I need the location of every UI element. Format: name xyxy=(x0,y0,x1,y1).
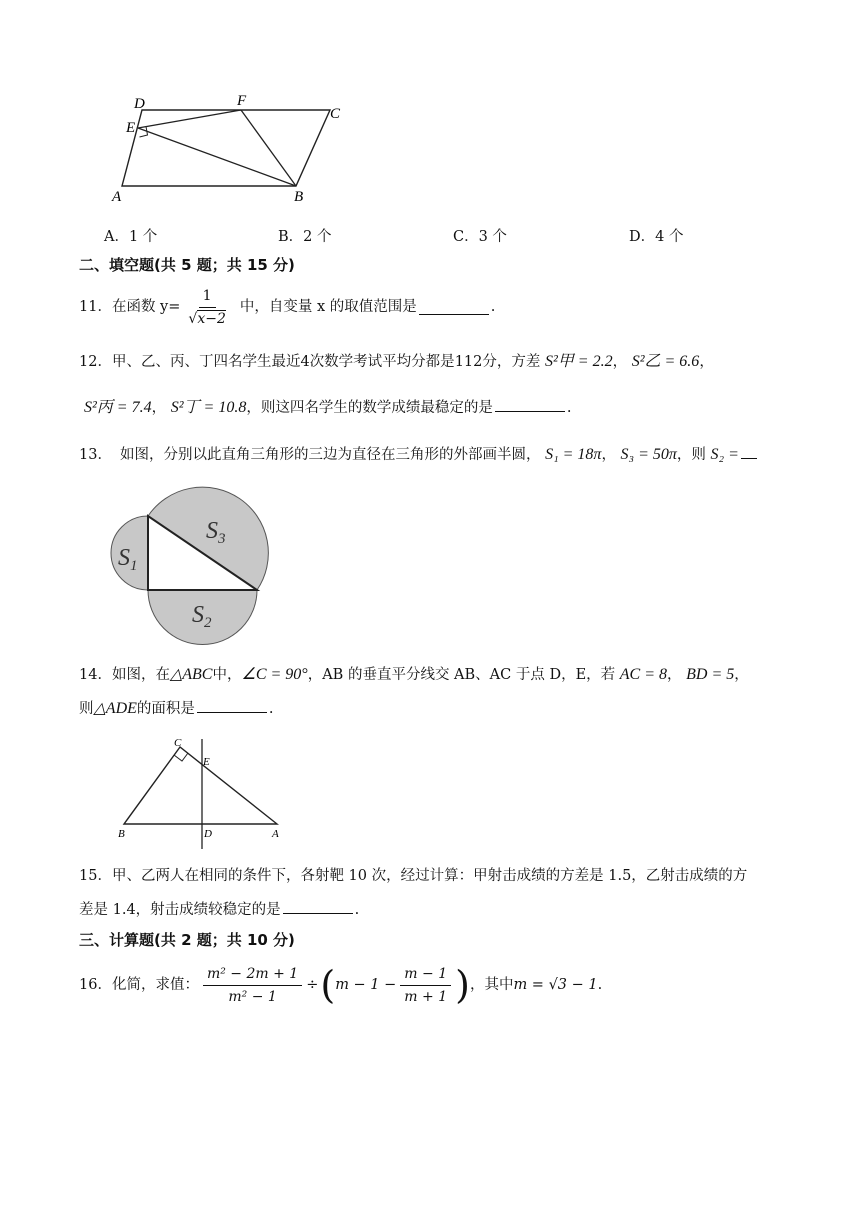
q16-post: ，其中 xyxy=(469,977,514,993)
section-3-title: 三、计算题(共 2 题；共 10 分) xyxy=(79,931,295,949)
q16-fraction-2 xyxy=(400,964,451,1007)
q12-line1-mid: 次数学考试平均分都是 xyxy=(309,354,455,370)
q14-line2-pre: 则 xyxy=(79,701,94,717)
q14-triangle-ade: △ADE xyxy=(93,700,137,717)
q12-var-yi: S²乙 = 6.6 xyxy=(631,353,700,370)
q14-ac: AC = 8 xyxy=(619,666,668,683)
q14-line1-pre: 如图，在 xyxy=(111,667,170,683)
question-14-line1: 14．如图，在△ABC中，∠C = 90°，AB 的垂直平分线交 AB、AC 于点 D，E，若 AC = 8， BD = 5， xyxy=(79,666,749,683)
q12-var-jia: S²甲 = 2.2 xyxy=(544,353,613,370)
q15-line2: 差是 1.4，射击成绩较稳定的是 xyxy=(79,902,281,918)
q13-s1: S₁ = 18π xyxy=(545,446,602,463)
q12-line1-post: 分，方差 xyxy=(482,354,541,370)
q13-answer-blank[interactable] xyxy=(741,444,757,459)
question-15-line2 xyxy=(79,899,359,920)
q14-triangle-figure xyxy=(112,735,292,853)
q16-divide: ÷ xyxy=(306,977,319,993)
q12-count: 4 xyxy=(300,354,310,370)
q16-f2-num: m − 1 xyxy=(400,964,451,986)
q14-line2-post: 的面积是 xyxy=(136,701,195,717)
question-12-line1: 12．甲、乙、丙、丁四名学生最近4次数学考试平均分都是112分，方差 S²甲 = 2.2， S²乙 = 6.6， xyxy=(79,353,714,370)
question-13: 13． 如图，分别以此直角三角形的三边为直径在三角形的外部画半圆， S₁ = 18π， S₃ = 50π，则 S₂ = xyxy=(79,444,759,465)
q16-paren-right: ) xyxy=(455,963,470,1007)
q16-f1-den: m² − 1 xyxy=(228,988,277,1005)
question-15-line1 xyxy=(79,866,747,886)
label-d: D xyxy=(134,96,145,112)
q13-s2: S₂ = xyxy=(710,446,739,463)
question-16 xyxy=(79,960,602,1010)
option-b[interactable]: B．2 个 xyxy=(278,229,332,245)
q16-pre: 化简，求值： xyxy=(111,977,199,993)
label-s1: $S_1$ xyxy=(118,545,138,574)
q16-paren-left: ( xyxy=(320,963,336,1007)
q12-end: . xyxy=(566,400,572,416)
q14-bd: BD = 5 xyxy=(686,666,735,683)
q12-var-bing: S²丙 = 7.4 xyxy=(84,399,152,416)
q16-condition: m = √3 − 1 xyxy=(513,977,598,993)
label-c: C xyxy=(330,106,341,122)
q16-number: 16． xyxy=(79,977,112,993)
label-d: D xyxy=(204,828,212,840)
q14-triangle-abc: △ABC xyxy=(169,666,213,683)
q12-line2-post: ，则这四名学生的数学成绩最稳定的是 xyxy=(246,400,493,416)
q15-end: . xyxy=(354,902,360,918)
option-d[interactable]: D．4 个 xyxy=(629,229,684,245)
q14-angle: ∠C = 90° xyxy=(241,666,308,683)
q12-score: 112 xyxy=(454,354,483,370)
q12-var-ding: S²丁 = 10.8 xyxy=(170,399,247,416)
q16-inner-pre: m − 1 − xyxy=(335,977,397,993)
q16-f2-den: m + 1 xyxy=(404,988,448,1005)
option-c[interactable]: C．3 个 xyxy=(453,229,507,245)
q13-s3: S₃ = 50π xyxy=(620,446,677,463)
q16-f1-num: m² − 2m + 1 xyxy=(203,964,302,986)
q11-answer-blank[interactable] xyxy=(419,300,489,315)
q15-number: 15． xyxy=(79,868,112,884)
label-e: E xyxy=(203,756,210,768)
q15-answer-blank[interactable] xyxy=(283,899,353,914)
q11-frac-den: √x−2 xyxy=(188,310,226,327)
q13-ask: ，则 xyxy=(676,447,706,463)
q14-answer-blank[interactable] xyxy=(197,698,267,713)
q11-post: 中，自变量 x 的取值范围是 xyxy=(239,299,417,315)
q11-fraction xyxy=(184,286,229,329)
label-s2: $S_2$ xyxy=(192,602,212,631)
q11-pre: 在函数 y= xyxy=(111,299,181,315)
q10-parallelogram-figure xyxy=(108,88,358,208)
question-11 xyxy=(79,285,495,329)
q16-fraction-1 xyxy=(203,964,302,1007)
label-b: B xyxy=(294,189,304,205)
q14-line1-mid: 中， xyxy=(212,667,242,683)
q13-number: 13． xyxy=(79,447,112,463)
option-a[interactable]: A．1 个 xyxy=(104,229,158,245)
q15-line1: 甲、乙两人在相同的条件下，各射靶 10 次，经过计算：甲射击成绩的方差是 1.5，乙射击成绩的方 xyxy=(111,868,748,884)
label-c: C xyxy=(174,737,182,749)
label-b: B xyxy=(118,828,125,840)
q13-text: 如图，分别以此直角三角形的三边为直径在三角形的外部画半圆， xyxy=(119,447,541,463)
q16-end: . xyxy=(597,977,603,993)
label-e: E xyxy=(126,120,136,136)
q13-semicircles-figure xyxy=(104,482,276,654)
question-12-line2: S²丙 = 7.4， S²丁 = 10.8，则这四名学生的数学成绩最稳定的是 . xyxy=(84,399,572,416)
q11-frac-num: 1 xyxy=(199,286,216,308)
q11-number: 11． xyxy=(79,299,112,315)
label-a: A xyxy=(272,828,279,840)
q12-number: 12． xyxy=(79,354,112,370)
label-a: A xyxy=(112,189,122,205)
q12-answer-blank[interactable] xyxy=(495,397,565,412)
q12-line1-pre: 甲、乙、丙、丁四名学生最近 xyxy=(111,354,301,370)
q14-line1-mid2: ，AB 的垂直平分线交 AB、AC 于点 D，E，若 xyxy=(307,667,616,683)
q11-end: . xyxy=(490,299,496,315)
label-f: F xyxy=(237,93,247,109)
section-2-title: 二、填空题(共 5 题；共 15 分) xyxy=(79,256,295,274)
label-s3: $S_3$ xyxy=(206,518,226,547)
q14-number: 14． xyxy=(79,667,112,683)
q14-end: . xyxy=(268,701,274,717)
question-14-line2 xyxy=(79,698,274,719)
